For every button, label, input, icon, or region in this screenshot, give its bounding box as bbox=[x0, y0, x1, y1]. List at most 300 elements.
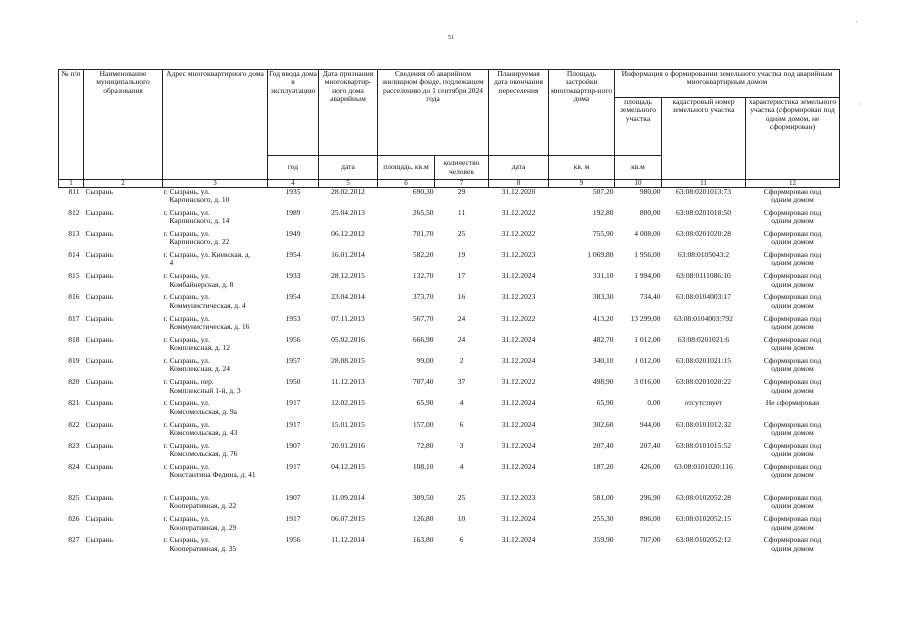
area-cell: 65,90 bbox=[416, 399, 434, 408]
subheader-date2: дата bbox=[489, 156, 549, 180]
municipality-cell: Сызрань bbox=[85, 229, 114, 238]
address-cell-line: Комбайнерская, д. 8 bbox=[169, 279, 234, 289]
address-cell-line: Комсомольская, д. 43 bbox=[169, 427, 238, 437]
address-cell-line: г. Сызрань, ул. bbox=[163, 357, 210, 365]
column-number: 8 bbox=[489, 180, 549, 188]
row-number: 826 bbox=[68, 515, 80, 524]
cadastral-number-cell: 63:08:0102052:12 bbox=[676, 536, 732, 545]
year-cell: 1907 bbox=[285, 441, 301, 450]
recognition-date-cell: 23.04.2014 bbox=[331, 293, 365, 302]
address-cell bbox=[163, 421, 268, 442]
header-land-characteristic: характеристика земельного участка (сформирован под одним домом, не сформирован) bbox=[746, 98, 840, 180]
area-cell: 707,40 bbox=[412, 378, 434, 387]
recognition-date-cell: 05.02.2016 bbox=[331, 335, 365, 344]
header-year: Год ввода дома в эксплуатацию bbox=[268, 70, 319, 156]
area-cell: 72,80 bbox=[416, 441, 434, 450]
address-cell bbox=[163, 536, 268, 557]
land-characteristic-cell-line: Не сформирован bbox=[765, 399, 820, 408]
land-characteristic-cell-line: Сформирован под bbox=[763, 314, 822, 323]
header-recognition-date: Дата признания многоквартир-ного дома аварийным bbox=[319, 70, 378, 156]
building-area-cell: 482,70 bbox=[592, 335, 614, 344]
people-cell: 4 bbox=[459, 462, 464, 471]
address-cell bbox=[163, 188, 268, 209]
resettlement-date-cell: 31.12.2022 bbox=[501, 378, 536, 387]
resettlement-date-cell: 31.12.2024 bbox=[501, 399, 536, 408]
people-cell: 4 bbox=[459, 399, 464, 408]
building-area-cell: 413,20 bbox=[592, 314, 614, 323]
address-cell-line: г. Сызрань, ул. bbox=[163, 493, 210, 502]
municipality-cell: Сызрань bbox=[85, 378, 114, 387]
resettlement-date-cell: 31.12.2024 bbox=[501, 462, 536, 471]
area-cell: 309,50 bbox=[412, 493, 434, 502]
row-number: 820 bbox=[68, 378, 80, 387]
cadastral-number-cell: 63:08:0111086:10 bbox=[676, 272, 731, 281]
resettlement-date-cell: 31.12.2024 bbox=[501, 272, 536, 281]
table-row bbox=[59, 378, 840, 399]
land-characteristic-cell-line: одним домом bbox=[771, 427, 814, 437]
table-row bbox=[59, 209, 840, 230]
municipality-cell: Сызрань bbox=[85, 314, 114, 323]
column-number: 11 bbox=[662, 180, 746, 188]
municipality-cell: Сызрань bbox=[85, 399, 114, 408]
row-number: 816 bbox=[68, 293, 80, 302]
land-characteristic-cell-line: одним домом bbox=[771, 216, 814, 226]
cadastral-number-cell: 63:08:0101015:52 bbox=[676, 441, 732, 450]
year-cell: 1917 bbox=[285, 399, 301, 408]
column-number: 7 bbox=[435, 180, 489, 188]
municipality-cell: Сызрань bbox=[85, 441, 114, 450]
people-cell: 3 bbox=[459, 441, 464, 450]
people-cell: 25 bbox=[457, 229, 466, 238]
year-cell: 1933 bbox=[285, 272, 301, 281]
address-cell-line: г. Сызрань, ул. bbox=[163, 441, 210, 450]
address-cell-line: Кооперативная, д. 22 bbox=[169, 501, 237, 511]
land-characteristic-cell-line: одним домом bbox=[771, 385, 814, 395]
resettlement-date-cell: 31.12.2020 bbox=[501, 187, 536, 196]
column-number: 6 bbox=[378, 180, 435, 188]
table-row bbox=[59, 463, 840, 494]
recognition-date-cell: 16.01.2014 bbox=[331, 251, 365, 260]
land-characteristic-cell bbox=[746, 230, 840, 251]
address-cell bbox=[163, 251, 268, 272]
row-number: 821 bbox=[68, 399, 80, 408]
address-cell-line: г. Сызрань, ул. bbox=[163, 335, 210, 344]
column-number: 3 bbox=[163, 180, 268, 188]
year-cell: 1935 bbox=[285, 187, 301, 196]
municipality-cell: Сызрань bbox=[85, 208, 114, 217]
land-characteristic-cell bbox=[746, 293, 840, 314]
land-characteristic-cell bbox=[746, 378, 840, 399]
row-number: 825 bbox=[68, 493, 80, 502]
people-cell: 6 bbox=[459, 536, 464, 545]
address-cell bbox=[163, 209, 268, 230]
land-characteristic-cell-line: Сформирован под bbox=[763, 493, 822, 502]
land-characteristic-cell-line: одним домом bbox=[771, 543, 814, 553]
address-cell-line: Карпинского, д. 10 bbox=[169, 195, 230, 205]
row-number: 815 bbox=[68, 272, 80, 281]
address-cell-line: Комсомольская, д. 9а bbox=[169, 406, 238, 416]
people-cell: 24 bbox=[457, 335, 466, 344]
recognition-date-cell: 28.12.2015 bbox=[331, 272, 365, 281]
header-municipality: Наименование муниципального образования bbox=[84, 70, 163, 180]
cadastral-number-cell: отсутствует bbox=[684, 399, 723, 408]
people-cell: 11 bbox=[457, 208, 466, 217]
address-cell bbox=[163, 293, 268, 314]
recognition-date-cell: 06.07.2015 bbox=[331, 515, 365, 524]
municipality-cell: Сызрань bbox=[85, 493, 114, 502]
address-cell bbox=[163, 442, 268, 463]
municipality-cell: Сызрань bbox=[85, 272, 114, 281]
cadastral-number-cell: 63:08:0102052:28 bbox=[676, 493, 732, 502]
address-cell-line: 4 bbox=[169, 258, 174, 268]
area-cell: 99,00 bbox=[416, 357, 434, 365]
people-cell: 17 bbox=[457, 272, 466, 281]
header-number: № п/п bbox=[59, 70, 84, 180]
address-cell-line: Кооперативная, д. 29 bbox=[169, 522, 237, 532]
municipality-cell: Сызрань bbox=[85, 187, 114, 196]
cadastral-number-cell: 63:08:0201013:73 bbox=[676, 187, 732, 196]
row-number: 813 bbox=[68, 229, 80, 238]
land-characteristic-cell bbox=[746, 463, 840, 494]
recognition-date-cell: 25.04.2013 bbox=[331, 208, 365, 217]
row-number: 822 bbox=[68, 420, 80, 429]
resettlement-date-cell: 31.12.2024 bbox=[501, 441, 536, 450]
municipality-cell: Сызрань bbox=[85, 357, 114, 365]
address-cell-line: г. Сызрань, ул. bbox=[163, 420, 210, 429]
resettlement-date-cell: 31.12.2023 bbox=[501, 293, 536, 302]
address-cell-line: г. Сызрань, пер. bbox=[163, 378, 214, 387]
year-cell: 1954 bbox=[285, 293, 301, 302]
building-area-cell: 498,90 bbox=[592, 378, 614, 387]
recognition-date-cell: 07.11.2013 bbox=[331, 314, 365, 323]
area-cell: 666,90 bbox=[412, 335, 434, 344]
row-number: 817 bbox=[68, 314, 80, 323]
people-cell: 6 bbox=[459, 420, 464, 429]
address-cell-line: Комплексная, д. 12 bbox=[169, 343, 230, 353]
land-characteristic-cell bbox=[746, 209, 840, 230]
land-characteristic-cell-line: одним домом bbox=[771, 237, 814, 247]
land-area-cell: 1 012,00 bbox=[634, 335, 661, 344]
land-area-cell: 800,00 bbox=[639, 208, 661, 217]
address-cell-line: г. Сызрань, ул. bbox=[163, 293, 210, 302]
land-characteristic-cell bbox=[746, 442, 840, 463]
year-cell: 1907 bbox=[285, 493, 301, 502]
cadastral-number-cell: 63:08:0201020:22 bbox=[676, 378, 732, 387]
table-row bbox=[59, 293, 840, 314]
land-characteristic-cell-line: одним домом bbox=[771, 343, 814, 353]
address-cell-line: г. Сызрань, ул. Киевская, д. bbox=[163, 251, 251, 260]
people-cell: 19 bbox=[457, 251, 466, 260]
resettlement-date-cell: 31.12.2022 bbox=[501, 229, 536, 238]
table-row bbox=[59, 515, 840, 536]
land-characteristic-cell-line: Сформирован под bbox=[763, 441, 822, 450]
land-characteristic-cell bbox=[746, 515, 840, 536]
land-area-cell: 207,40 bbox=[639, 441, 661, 450]
land-characteristic-cell bbox=[746, 315, 840, 336]
land-characteristic-cell-line: одним домом bbox=[771, 279, 814, 289]
land-area-cell: 980,00 bbox=[639, 187, 661, 196]
area-cell: 126,80 bbox=[412, 515, 434, 524]
land-characteristic-cell bbox=[746, 272, 840, 293]
cadastral-number-cell: 63:08:0201021:6 bbox=[677, 335, 730, 344]
building-area-cell: 187,20 bbox=[592, 462, 614, 471]
land-characteristic-cell bbox=[746, 421, 840, 442]
row-number: 824 bbox=[68, 462, 80, 471]
resettlement-date-cell: 31.12.2022 bbox=[501, 314, 536, 323]
recognition-date-cell: 28.08.2015 bbox=[331, 357, 365, 365]
header-land-info: Информация о формировании земельного участка под аварийным многоквартирным домом bbox=[615, 70, 840, 98]
land-characteristic-cell bbox=[746, 494, 840, 515]
address-cell-line: г. Сызрань, ул. bbox=[163, 229, 210, 238]
resettlement-date-cell: 31.12.2023 bbox=[501, 493, 536, 502]
table-row bbox=[59, 188, 840, 209]
address-cell bbox=[163, 357, 268, 378]
column-number: 12 bbox=[746, 180, 840, 188]
area-cell: 157,00 bbox=[412, 420, 434, 429]
recognition-date-cell: 11.09.2014 bbox=[331, 493, 365, 502]
row-number: 827 bbox=[68, 536, 80, 545]
address-cell-line: Коммунистическая, д. 16 bbox=[169, 322, 250, 332]
header-building-area: Площадь застройки многоквартир-ного дома bbox=[549, 70, 615, 156]
building-area-cell: 302,60 bbox=[592, 420, 614, 429]
land-characteristic-cell-line: Сформирован под bbox=[763, 462, 822, 471]
subheader-sqm2: кв.м bbox=[615, 156, 662, 180]
row-number: 812 bbox=[68, 208, 80, 217]
land-characteristic-cell-line: одним домом bbox=[771, 449, 814, 459]
cadastral-number-cell: 63:08:0201018:50 bbox=[676, 208, 732, 217]
year-cell: 1950 bbox=[285, 378, 301, 387]
recognition-date-cell: 28.02.2012 bbox=[331, 187, 365, 196]
address-cell-line: Комплексный 1-й, д. 3 bbox=[169, 385, 241, 395]
address-cell bbox=[163, 494, 268, 515]
table-row bbox=[59, 251, 840, 272]
resettlement-date-cell: 31.12.2024 bbox=[501, 536, 536, 545]
cadastral-number-cell: 63:08:0105043:2 bbox=[677, 251, 730, 260]
area-cell: 567,70 bbox=[412, 314, 434, 323]
address-cell-line: Комсомольская, д. 76 bbox=[169, 449, 238, 459]
cadastral-number-cell: 63:08:0102052:15 bbox=[676, 515, 732, 524]
land-characteristic-cell-line: Сформирован под bbox=[763, 420, 822, 429]
header-address: Адрес многоквартирного дома bbox=[163, 70, 268, 180]
building-area-cell: 507,20 bbox=[592, 187, 614, 196]
land-area-cell: 426,00 bbox=[639, 462, 661, 471]
address-cell-line: г. Сызрань, ул. bbox=[163, 515, 210, 524]
address-cell-line: г. Сызрань, ул. bbox=[163, 536, 210, 545]
year-cell: 1917 bbox=[285, 420, 301, 429]
land-characteristic-cell-line: одним домом bbox=[771, 470, 814, 480]
column-number: 10 bbox=[615, 180, 662, 188]
cadastral-number-cell: 63:08:0101020:116 bbox=[674, 462, 733, 471]
address-cell bbox=[163, 336, 268, 357]
land-characteristic-cell-line: одним домом bbox=[771, 501, 814, 511]
table-row bbox=[59, 357, 840, 378]
address-cell bbox=[163, 463, 268, 494]
land-characteristic-cell bbox=[746, 336, 840, 357]
building-area-cell: 192,80 bbox=[592, 208, 614, 217]
recognition-date-cell: 20.01.2016 bbox=[331, 441, 365, 450]
building-area-cell: 65,90 bbox=[596, 399, 614, 408]
table-row bbox=[59, 421, 840, 442]
row-number: 814 bbox=[68, 251, 80, 260]
land-characteristic-cell-line: Сформирован под bbox=[763, 378, 822, 387]
area-cell: 163,80 bbox=[412, 536, 434, 545]
people-cell: 29 bbox=[457, 187, 466, 196]
land-area-cell: 944,00 bbox=[639, 420, 661, 429]
year-cell: 1917 bbox=[285, 462, 301, 471]
subheader-year: год bbox=[268, 156, 319, 180]
municipality-cell: Сызрань bbox=[85, 293, 114, 302]
land-characteristic-cell-line: Сформирован под bbox=[763, 335, 822, 344]
row-number: 811 bbox=[68, 187, 80, 196]
resettlement-date-cell: 31.12.2024 bbox=[501, 335, 536, 344]
building-area-cell: 340,10 bbox=[592, 357, 614, 365]
land-characteristic-cell-line: Сформирован под bbox=[763, 251, 822, 260]
year-cell: 1956 bbox=[285, 335, 301, 344]
people-cell: 24 bbox=[457, 314, 466, 323]
land-characteristic-cell-line: Сформирован под bbox=[763, 187, 822, 196]
address-cell bbox=[163, 315, 268, 336]
subheader-sqm: кв. м bbox=[549, 156, 615, 180]
area-cell: 373,70 bbox=[412, 293, 434, 302]
subheader-area: площадь, кв.м bbox=[378, 156, 435, 180]
municipality-cell: Сызрань bbox=[85, 420, 114, 429]
land-area-cell: 896,00 bbox=[639, 515, 661, 524]
resettlement-date-cell: 31.12.2024 bbox=[501, 357, 536, 365]
year-cell: 1989 bbox=[285, 208, 301, 217]
building-area-cell: 359,90 bbox=[592, 536, 614, 545]
table-row bbox=[59, 494, 840, 515]
people-cell: 10 bbox=[457, 515, 466, 524]
address-cell-line: Кооперативная, д. 35 bbox=[169, 543, 237, 553]
table-row bbox=[59, 442, 840, 463]
resettlement-date-cell: 31.12.2024 bbox=[501, 515, 536, 524]
year-cell: 1957 bbox=[285, 357, 301, 365]
address-cell bbox=[163, 399, 268, 420]
land-characteristic-cell-line: Сформирован под bbox=[763, 272, 822, 281]
land-characteristic-cell-line: одним домом bbox=[771, 364, 814, 374]
people-cell: 16 bbox=[457, 293, 466, 302]
address-cell-line: Коммунистическая, д. 4 bbox=[169, 300, 246, 310]
year-cell: 1956 bbox=[285, 536, 301, 545]
recognition-date-cell: 04.12.2015 bbox=[331, 462, 365, 471]
emergency-housing-table bbox=[58, 69, 840, 558]
recognition-date-cell: 11.12.2013 bbox=[331, 378, 365, 387]
address-cell-line: Константина Федина, д. 41 bbox=[169, 470, 256, 480]
area-cell: 690,30 bbox=[412, 187, 434, 196]
column-number: 1 bbox=[59, 180, 84, 188]
column-number: 5 bbox=[319, 180, 378, 188]
land-area-cell: 707,00 bbox=[639, 536, 661, 545]
scan-speck: · bbox=[855, 18, 858, 27]
header-emergency-fund: Сведения об аварийном жилищном фонде, подлежащем расселению до 1 сентября 2024 года bbox=[378, 70, 489, 156]
area-cell: 265,50 bbox=[412, 208, 434, 217]
land-characteristic-cell-line: одним домом bbox=[771, 322, 814, 332]
land-characteristic-cell-line: Сформирован под bbox=[763, 515, 822, 524]
land-characteristic-cell bbox=[746, 357, 840, 378]
recognition-date-cell: 11.12.2014 bbox=[331, 536, 365, 545]
resettlement-date-cell: 31.12.2024 bbox=[501, 420, 536, 429]
land-area-cell: 1 012,00 bbox=[634, 357, 661, 365]
land-characteristic-cell bbox=[746, 251, 840, 272]
resettlement-date-cell: 31.12.2023 bbox=[501, 251, 536, 260]
table-row bbox=[59, 536, 840, 557]
table-row bbox=[59, 399, 840, 420]
header-cadastral-number: кадастровый номер земельного участка bbox=[662, 98, 746, 180]
address-cell-line: г. Сызрань, ул. bbox=[163, 399, 210, 408]
land-area-cell: 296,90 bbox=[639, 493, 661, 502]
address-cell bbox=[163, 272, 268, 293]
column-number: 4 bbox=[268, 180, 319, 188]
land-area-cell: 1 956,00 bbox=[634, 251, 661, 260]
municipality-cell: Сызрань bbox=[85, 515, 114, 524]
people-cell: 2 bbox=[459, 357, 464, 365]
address-cell-line: г. Сызрань, ул. bbox=[163, 314, 210, 323]
address-cell-line: Карпинского, д. 14 bbox=[169, 216, 230, 226]
area-cell: 582,20 bbox=[412, 251, 434, 260]
building-area-cell: 255,30 bbox=[592, 515, 614, 524]
header-land-area: площадь земельного участка bbox=[615, 98, 662, 156]
cadastral-number-cell: 63:08:0104003:792 bbox=[674, 314, 733, 323]
column-number: 2 bbox=[84, 180, 163, 188]
building-area-cell: 331,10 bbox=[592, 272, 614, 281]
cadastral-number-cell: 63:08:0101012:32 bbox=[676, 420, 732, 429]
building-area-cell: 383,30 bbox=[592, 293, 614, 302]
area-cell: 701,70 bbox=[412, 229, 434, 238]
recognition-date-cell: 12.02.2015 bbox=[331, 399, 365, 408]
land-area-cell: 4 008,00 bbox=[634, 229, 661, 238]
address-cell-line: Карпинского, д. 22 bbox=[169, 237, 230, 247]
building-area-cell: 581,00 bbox=[592, 493, 614, 502]
land-characteristic-cell-line: Сформирован под bbox=[763, 208, 822, 217]
land-characteristic-cell-line: одним домом bbox=[771, 300, 814, 310]
row-number: 819 bbox=[68, 357, 80, 365]
address-cell-line: Комплексная, д. 24 bbox=[169, 364, 230, 374]
scan-speck: · bbox=[858, 100, 861, 109]
table-row bbox=[59, 336, 840, 357]
land-characteristic-cell-line: одним домом bbox=[771, 195, 814, 205]
recognition-date-cell: 15.01.2015 bbox=[331, 420, 365, 429]
page-number: 51 bbox=[448, 35, 454, 41]
recognition-date-cell: 06.12.2012 bbox=[331, 229, 365, 238]
building-area-cell: 755,90 bbox=[592, 229, 614, 238]
land-area-cell: 1 994,00 bbox=[634, 272, 661, 281]
table-row bbox=[59, 315, 840, 336]
year-cell: 1917 bbox=[285, 515, 301, 524]
area-cell: 132,70 bbox=[412, 272, 434, 281]
area-cell: 108,10 bbox=[412, 462, 434, 471]
building-area-cell: 207,40 bbox=[592, 441, 614, 450]
cadastral-number-cell: 63:08:0201020:28 bbox=[676, 229, 732, 238]
land-characteristic-cell bbox=[746, 188, 840, 209]
land-characteristic-cell bbox=[746, 536, 840, 557]
row-number: 823 bbox=[68, 441, 80, 450]
year-cell: 1954 bbox=[285, 251, 301, 260]
land-characteristic-cell-line: Сформирован под bbox=[763, 293, 822, 302]
land-characteristic-cell-line: одним домом bbox=[771, 522, 814, 532]
year-cell: 1949 bbox=[285, 229, 301, 238]
address-cell-line: г. Сызрань, ул. bbox=[163, 272, 210, 281]
row-number: 818 bbox=[68, 335, 80, 344]
address-cell bbox=[163, 378, 268, 399]
land-area-cell: 734,40 bbox=[639, 293, 661, 302]
land-area-cell: 0,00 bbox=[647, 399, 661, 408]
subheader-people: количество человек bbox=[435, 156, 489, 180]
address-cell bbox=[163, 515, 268, 536]
address-cell-line: г. Сызрань, ул. bbox=[163, 187, 210, 196]
municipality-cell: Сызрань bbox=[85, 536, 114, 545]
land-characteristic-cell bbox=[746, 399, 840, 420]
municipality-cell: Сызрань bbox=[85, 462, 114, 471]
